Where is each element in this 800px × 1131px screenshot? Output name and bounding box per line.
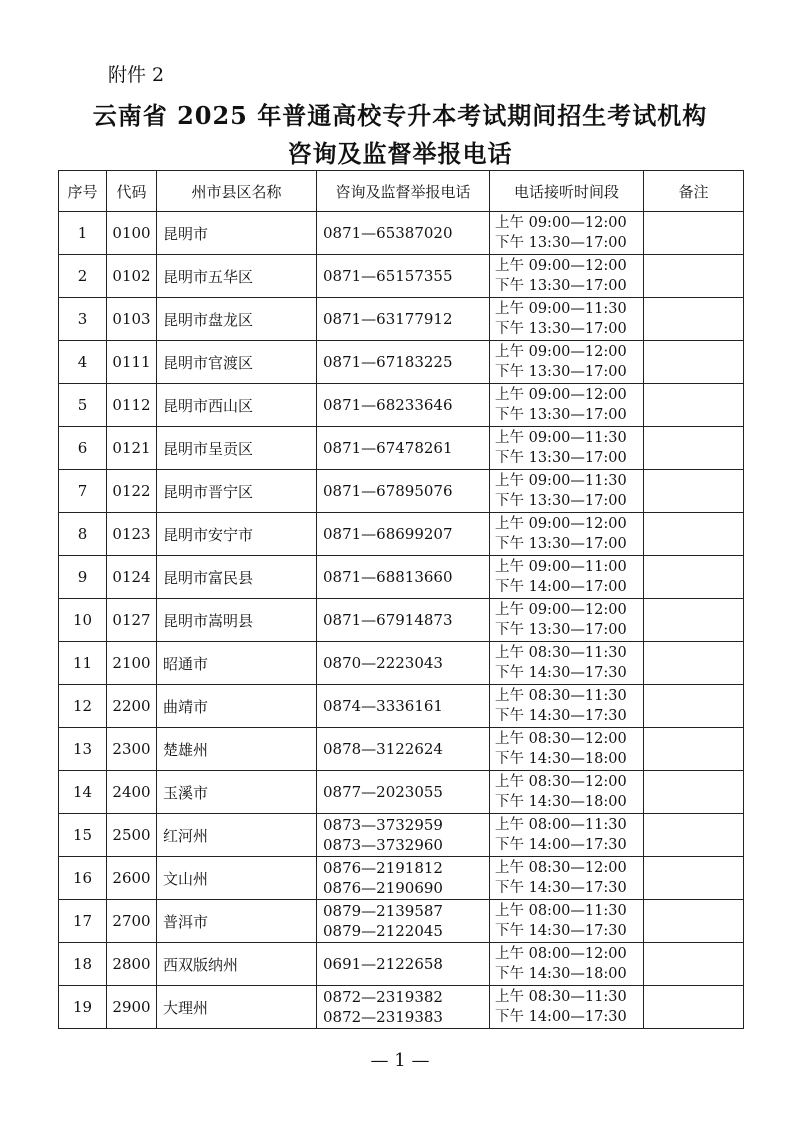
cell-hours	[490, 427, 644, 470]
table-row	[59, 857, 744, 900]
afternoon-hours: 下午 13:30—17:00	[495, 622, 627, 638]
morning-hours: 上午 09:00—12:00	[495, 344, 627, 360]
cell-code: 0122	[107, 470, 157, 513]
phone-number: 0876—2190690	[323, 879, 443, 897]
cell-region-name: 昆明市盘龙区	[157, 298, 317, 341]
phone-number: 0871—68233646	[323, 396, 453, 414]
cell-code: 0103	[107, 298, 157, 341]
afternoon-hours: 下午 14:30—17:30	[495, 880, 627, 896]
cell-index: 15	[59, 814, 107, 857]
cell-note	[644, 384, 744, 427]
cell-phone	[317, 771, 490, 814]
cell-index: 8	[59, 513, 107, 556]
table-row	[59, 255, 744, 298]
table-row	[59, 427, 744, 470]
cell-note	[644, 513, 744, 556]
phone-number: 0874—3336161	[323, 697, 443, 715]
cell-note	[644, 943, 744, 986]
morning-hours: 上午 09:00—11:30	[495, 473, 627, 489]
afternoon-hours: 下午 13:30—17:00	[495, 235, 627, 251]
morning-hours: 上午 09:00—11:00	[495, 559, 627, 575]
cell-index: 3	[59, 298, 107, 341]
morning-hours: 上午 08:30—11:30	[495, 645, 627, 661]
cell-hours	[490, 255, 644, 298]
cell-code: 2500	[107, 814, 157, 857]
cell-hours	[490, 599, 644, 642]
table-row	[59, 642, 744, 685]
morning-hours: 上午 08:00—11:30	[495, 817, 627, 833]
cell-note	[644, 599, 744, 642]
cell-note	[644, 986, 744, 1029]
morning-hours: 上午 09:00—12:00	[495, 602, 627, 618]
cell-hours	[490, 857, 644, 900]
header-index: 序号	[59, 171, 107, 212]
cell-region-name: 昆明市西山区	[157, 384, 317, 427]
cell-index: 16	[59, 857, 107, 900]
cell-region-name: 昆明市呈贡区	[157, 427, 317, 470]
afternoon-hours: 下午 14:30—18:00	[495, 794, 627, 810]
cell-hours	[490, 513, 644, 556]
header-note: 备注	[644, 171, 744, 212]
cell-code: 2200	[107, 685, 157, 728]
cell-region-name: 昆明市官渡区	[157, 341, 317, 384]
cell-hours	[490, 771, 644, 814]
cell-phone	[317, 427, 490, 470]
cell-phone	[317, 986, 490, 1029]
cell-phone	[317, 943, 490, 986]
phone-number: 0871—67478261	[323, 439, 453, 457]
cell-code: 2800	[107, 943, 157, 986]
cell-hours	[490, 556, 644, 599]
cell-phone	[317, 599, 490, 642]
cell-code: 2700	[107, 900, 157, 943]
morning-hours: 上午 08:00—11:30	[495, 903, 627, 919]
cell-phone	[317, 556, 490, 599]
phone-number: 0876—2191812	[323, 859, 443, 877]
cell-index: 13	[59, 728, 107, 771]
cell-note	[644, 556, 744, 599]
cell-note	[644, 341, 744, 384]
cell-code: 0123	[107, 513, 157, 556]
cell-region-name: 昆明市五华区	[157, 255, 317, 298]
table-row	[59, 685, 744, 728]
morning-hours: 上午 09:00—12:00	[495, 387, 627, 403]
phone-number: 0871—67895076	[323, 482, 453, 500]
cell-code: 0127	[107, 599, 157, 642]
table-header-row	[59, 171, 744, 212]
cell-region-name: 昆明市富民县	[157, 556, 317, 599]
cell-note	[644, 771, 744, 814]
cell-hours	[490, 470, 644, 513]
table-row	[59, 384, 744, 427]
phone-number: 0870—2223043	[323, 654, 443, 672]
table-row	[59, 814, 744, 857]
document-title-line1: 云南省 2025 年普通高校专升本考试期间招生考试机构	[92, 101, 708, 130]
phone-number: 0877—2023055	[323, 783, 443, 801]
cell-phone	[317, 814, 490, 857]
table-row	[59, 513, 744, 556]
cell-note	[644, 255, 744, 298]
cell-phone	[317, 298, 490, 341]
page-number: — 1 —	[370, 1050, 430, 1071]
afternoon-hours: 下午 13:30—17:00	[495, 407, 627, 423]
cell-hours	[490, 814, 644, 857]
cell-hours	[490, 298, 644, 341]
afternoon-hours: 下午 14:30—17:30	[495, 923, 627, 939]
phone-number: 0878—3122624	[323, 740, 443, 758]
morning-hours: 上午 08:00—12:00	[495, 946, 627, 962]
cell-code: 2600	[107, 857, 157, 900]
cell-region-name: 昆明市嵩明县	[157, 599, 317, 642]
cell-phone	[317, 212, 490, 255]
phone-number: 0872—2319382	[323, 988, 443, 1006]
cell-region-name: 红河州	[157, 814, 317, 857]
cell-note	[644, 900, 744, 943]
header-hours: 电话接听时间段	[490, 171, 644, 212]
cell-phone	[317, 384, 490, 427]
cell-code: 2100	[107, 642, 157, 685]
cell-phone	[317, 642, 490, 685]
morning-hours: 上午 09:00—12:00	[495, 258, 627, 274]
cell-hours	[490, 384, 644, 427]
table-row	[59, 556, 744, 599]
phone-number: 0872—2319383	[323, 1008, 443, 1026]
cell-index: 9	[59, 556, 107, 599]
cell-code: 0111	[107, 341, 157, 384]
cell-note	[644, 814, 744, 857]
phone-number: 0871—65387020	[323, 224, 453, 242]
table-row	[59, 771, 744, 814]
phone-number: 0871—68699207	[323, 525, 453, 543]
afternoon-hours: 下午 13:30—17:00	[495, 364, 627, 380]
table-row	[59, 728, 744, 771]
morning-hours: 上午 08:30—11:30	[495, 688, 627, 704]
morning-hours: 上午 08:30—11:30	[495, 989, 627, 1005]
cell-region-name: 昆明市	[157, 212, 317, 255]
cell-code: 2300	[107, 728, 157, 771]
table-row	[59, 341, 744, 384]
table-row	[59, 900, 744, 943]
cell-region-name: 昆明市晋宁区	[157, 470, 317, 513]
afternoon-hours: 下午 14:30—18:00	[495, 751, 627, 767]
cell-note	[644, 298, 744, 341]
document-title-line2: 咨询及监督举报电话	[287, 139, 513, 168]
cell-code: 0121	[107, 427, 157, 470]
cell-code: 0124	[107, 556, 157, 599]
morning-hours: 上午 08:30—12:00	[495, 774, 627, 790]
cell-note	[644, 470, 744, 513]
cell-index: 11	[59, 642, 107, 685]
table-row	[59, 986, 744, 1029]
table-body	[59, 212, 744, 1029]
cell-note	[644, 728, 744, 771]
cell-hours	[490, 212, 644, 255]
cell-hours	[490, 728, 644, 771]
cell-hours	[490, 341, 644, 384]
cell-note	[644, 427, 744, 470]
afternoon-hours: 下午 14:00—17:30	[495, 1009, 627, 1025]
cell-region-name: 昆明市安宁市	[157, 513, 317, 556]
afternoon-hours: 下午 14:30—17:30	[495, 708, 627, 724]
cell-hours	[490, 642, 644, 685]
morning-hours: 上午 09:00—12:00	[495, 516, 627, 532]
cell-code: 2400	[107, 771, 157, 814]
attachment-label: 附件 2	[108, 64, 165, 86]
afternoon-hours: 下午 14:30—18:00	[495, 966, 627, 982]
cell-index: 4	[59, 341, 107, 384]
phone-number: 0873—3732959	[323, 816, 443, 834]
cell-region-name: 楚雄州	[157, 728, 317, 771]
cell-index: 2	[59, 255, 107, 298]
table-row	[59, 298, 744, 341]
cell-note	[644, 685, 744, 728]
phone-number: 0871—65157355	[323, 267, 453, 285]
phone-number: 0879—2139587	[323, 902, 443, 920]
cell-phone	[317, 341, 490, 384]
morning-hours: 上午 09:00—12:00	[495, 215, 627, 231]
phone-number: 0871—68813660	[323, 568, 453, 586]
afternoon-hours: 下午 13:30—17:00	[495, 493, 627, 509]
cell-index: 12	[59, 685, 107, 728]
cell-region-name: 文山州	[157, 857, 317, 900]
phone-number: 0871—67183225	[323, 353, 453, 371]
table-row	[59, 470, 744, 513]
cell-code: 0112	[107, 384, 157, 427]
cell-phone	[317, 857, 490, 900]
cell-phone	[317, 685, 490, 728]
phone-number: 0873—3732960	[323, 836, 443, 854]
table-row	[59, 943, 744, 986]
cell-index: 18	[59, 943, 107, 986]
phone-number: 0871—67914873	[323, 611, 453, 629]
cell-index: 10	[59, 599, 107, 642]
cell-note	[644, 857, 744, 900]
cell-region-name: 曲靖市	[157, 685, 317, 728]
cell-code: 0100	[107, 212, 157, 255]
cell-index: 7	[59, 470, 107, 513]
cell-region-name: 西双版纳州	[157, 943, 317, 986]
contact-table	[58, 170, 744, 1029]
cell-note	[644, 642, 744, 685]
cell-phone	[317, 470, 490, 513]
phone-number: 0871—63177912	[323, 310, 453, 328]
cell-phone	[317, 255, 490, 298]
cell-code: 0102	[107, 255, 157, 298]
cell-index: 17	[59, 900, 107, 943]
morning-hours: 上午 08:30—12:00	[495, 860, 627, 876]
cell-index: 6	[59, 427, 107, 470]
afternoon-hours: 下午 13:30—17:00	[495, 278, 627, 294]
cell-phone	[317, 728, 490, 771]
afternoon-hours: 下午 14:00—17:30	[495, 837, 627, 853]
cell-region-name: 昭通市	[157, 642, 317, 685]
cell-index: 1	[59, 212, 107, 255]
afternoon-hours: 下午 13:30—17:00	[495, 321, 627, 337]
cell-hours	[490, 986, 644, 1029]
cell-hours	[490, 900, 644, 943]
table-row	[59, 599, 744, 642]
cell-hours	[490, 943, 644, 986]
afternoon-hours: 下午 14:30—17:30	[495, 665, 627, 681]
cell-index: 5	[59, 384, 107, 427]
cell-phone	[317, 900, 490, 943]
cell-region-name: 大理州	[157, 986, 317, 1029]
afternoon-hours: 下午 13:30—17:00	[495, 450, 627, 466]
phone-number: 0879—2122045	[323, 922, 443, 940]
cell-note	[644, 212, 744, 255]
cell-region-name: 普洱市	[157, 900, 317, 943]
phone-number: 0691—2122658	[323, 955, 443, 973]
header-phone: 咨询及监督举报电话	[317, 171, 490, 212]
cell-phone	[317, 513, 490, 556]
morning-hours: 上午 09:00—11:30	[495, 430, 627, 446]
header-code: 代码	[107, 171, 157, 212]
cell-index: 19	[59, 986, 107, 1029]
afternoon-hours: 下午 13:30—17:00	[495, 536, 627, 552]
header-region-name: 州市县区名称	[157, 171, 317, 212]
table-row	[59, 212, 744, 255]
cell-index: 14	[59, 771, 107, 814]
morning-hours: 上午 09:00—11:30	[495, 301, 627, 317]
cell-region-name: 玉溪市	[157, 771, 317, 814]
afternoon-hours: 下午 14:00—17:00	[495, 579, 627, 595]
cell-code: 2900	[107, 986, 157, 1029]
morning-hours: 上午 08:30—12:00	[495, 731, 627, 747]
cell-hours	[490, 685, 644, 728]
